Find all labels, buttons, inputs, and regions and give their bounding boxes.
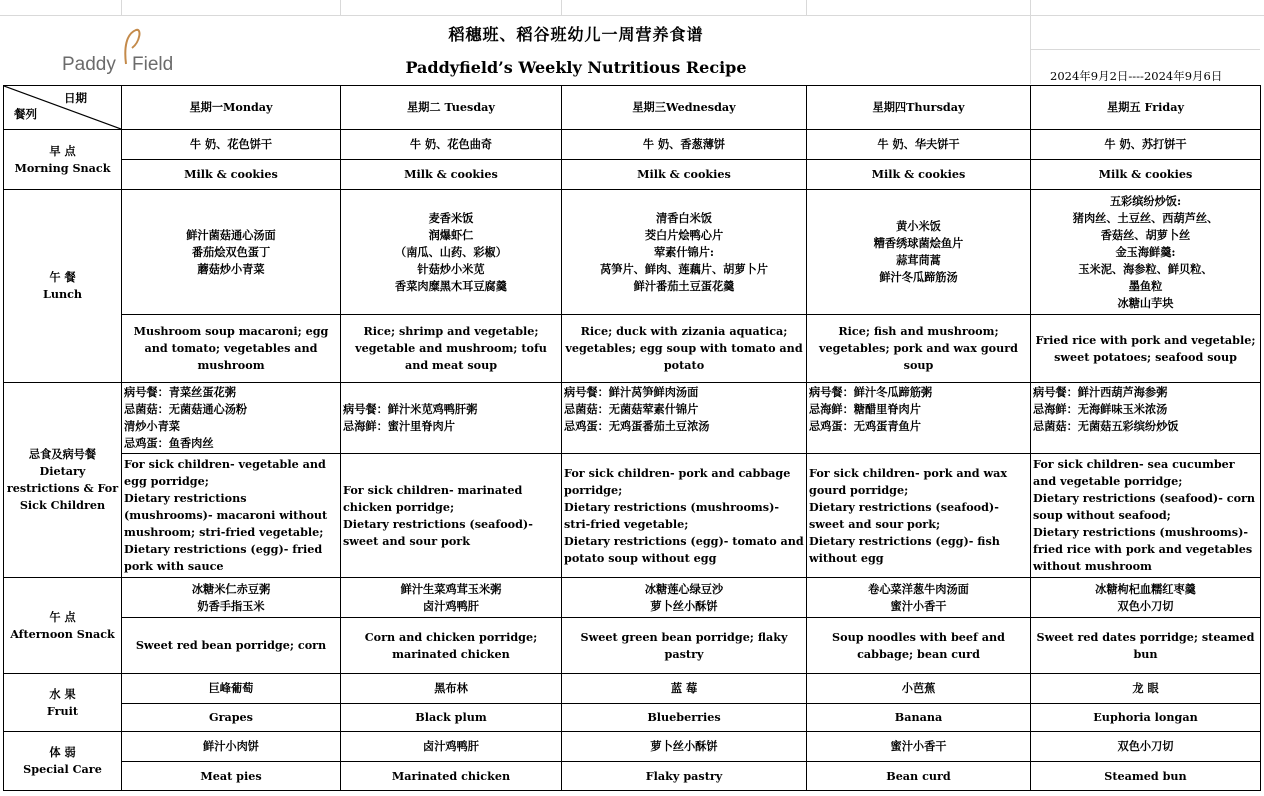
lunch-cn-cell: 麦香米饭 润爆虾仁 （南瓜、山药、彩椒） 针菇炒小米苋 香菜肉糜黑木耳豆腐羹 bbox=[341, 190, 562, 315]
fruit-cn-cell: 蓝 莓 bbox=[562, 674, 807, 704]
logo-text-left: Paddy bbox=[62, 54, 116, 75]
table-row bbox=[4, 130, 1261, 160]
day-header-tuesday: 星期二 Tuesday bbox=[341, 86, 562, 130]
lunch-en-cell: Mushroom soup macaroni; egg and tomato; vegetables and mushroom bbox=[122, 315, 341, 383]
meal-label-morning bbox=[4, 130, 122, 190]
afternoon-cn-cell: 卷心菜洋葱牛肉汤面 蜜汁小香干 bbox=[807, 578, 1031, 618]
morning-cn-cell: 牛 奶、花色饼干 bbox=[122, 130, 341, 160]
lunch-cn-cell: 鲜汁菌菇通心汤面 番茄烩双色蛋丁 蘑菇炒小青菜 bbox=[122, 190, 341, 315]
lunch-en-cell: Rice; duck with zizania aquatica; vegetables; egg soup with tomato and potato bbox=[562, 315, 807, 383]
table-row bbox=[4, 674, 1261, 704]
meal-label-en: Morning Snack bbox=[14, 160, 111, 175]
morning-cn-cell: 牛 奶、花色曲奇 bbox=[341, 130, 562, 160]
fruit-en-cell: Euphoria longan bbox=[1031, 704, 1261, 732]
dietary-cn-cell: 病号餐：鲜汁莴笋鲜肉汤面 忌菌菇：无菌菇荤素什锦片 忌鸡蛋：无鸡蛋番茄土豆浓汤 bbox=[562, 383, 807, 454]
special-en-cell: Meat pies bbox=[122, 762, 341, 791]
fruit-en-cell: Blueberries bbox=[562, 704, 807, 732]
dietary-en-cell: For sick children- pork and cabbage porridge; Dietary restrictions (mushrooms)-stri-fried vegetable; Dietary restrictions (egg)- tomato and potato soup without egg bbox=[562, 454, 807, 578]
afternoon-en-cell: Soup noodles with beef and cabbage; bean curd bbox=[807, 618, 1031, 674]
meal-label-dietary bbox=[4, 383, 122, 578]
day-header-monday: 星期一Monday bbox=[122, 86, 341, 130]
lunch-en-cell: Fried rice with pork and vegetable; sweet potatoes; seafood soup bbox=[1031, 315, 1261, 383]
header-divider bbox=[1030, 49, 1260, 50]
dietary-en-cell: For sick children- vegetable and egg porridge; Dietary restrictions (mushrooms)- macaroni without mushroom; stri-fried vegetable; Dietary restrictions (egg)- fried pork with sauce bbox=[122, 454, 341, 578]
dietary-cn-cell: 病号餐：鲜汁米苋鸡鸭肝粥 忌海鲜：蜜汁里脊肉片 bbox=[341, 383, 562, 454]
dietary-cn-cell: 病号餐：鲜汁冬瓜蹄筋粥 忌海鲜：糖醋里脊肉片 忌鸡蛋：无鸡蛋青鱼片 bbox=[807, 383, 1031, 454]
table-row bbox=[4, 190, 1261, 315]
header-row bbox=[4, 86, 1261, 130]
table-row bbox=[4, 732, 1261, 762]
table-row bbox=[4, 383, 1261, 454]
lunch-en-cell: Rice; fish and mushroom; vegetables; pork and wax gourd soup bbox=[807, 315, 1031, 383]
corner-label-date: 日期 bbox=[64, 91, 87, 105]
table-row bbox=[4, 618, 1261, 674]
table-row bbox=[4, 704, 1261, 732]
table-row bbox=[4, 578, 1261, 618]
date-range: 2024年9月2日----2024年9月6日 bbox=[1050, 69, 1223, 83]
special-en-cell: Steamed bun bbox=[1031, 762, 1261, 791]
special-cn-cell: 鲜汁小肉饼 bbox=[122, 732, 341, 762]
morning-en-cell: Milk & cookies bbox=[1031, 160, 1261, 190]
meal-label-afternoon bbox=[4, 578, 122, 674]
page-title-cn: 稻穗班、稻谷班幼儿一周营养食谱 bbox=[448, 25, 704, 44]
meal-label-cn: 早 点 bbox=[49, 143, 76, 158]
special-en-cell: Marinated chicken bbox=[341, 762, 562, 791]
corner-cell bbox=[4, 86, 122, 130]
meal-label-en: Special Care bbox=[23, 762, 102, 776]
lunch-cn-cell: 五彩缤纷炒饭: 猪肉丝、土豆丝、西葫芦丝、 香菇丝、胡萝卜丝 金玉海鲜羹: 玉米泥、海参粒、鲜贝粒、 墨鱼粒 冰糖山芋块 bbox=[1031, 190, 1261, 315]
meal-label-en: Lunch bbox=[42, 287, 83, 301]
fruit-cn-cell: 黑布林 bbox=[341, 674, 562, 704]
fruit-en-cell: Grapes bbox=[122, 704, 341, 732]
fruit-cn-cell: 小芭蕉 bbox=[807, 674, 1031, 704]
table-row bbox=[4, 315, 1261, 383]
special-en-cell: Bean curd bbox=[807, 762, 1031, 791]
afternoon-en-cell: Sweet red dates porridge; steamed bun bbox=[1031, 618, 1261, 674]
fruit-cn-cell: 巨峰葡萄 bbox=[122, 674, 341, 704]
table-row bbox=[4, 454, 1261, 578]
page-title-en: Paddyfield’s Weekly Nutritious Recipe bbox=[405, 58, 747, 77]
morning-cn-cell: 牛 奶、苏打饼干 bbox=[1031, 130, 1261, 160]
lunch-cn-cell: 清香白米饭 茭白片烩鸭心片 荤素什锦片: 莴笋片、鲜肉、莲藕片、胡萝卜片 鲜汁番茄土豆蛋花羹 bbox=[562, 190, 807, 315]
afternoon-en-cell: Corn and chicken porridge; marinated chicken bbox=[341, 618, 562, 674]
afternoon-cn-cell: 鲜汁生菜鸡茸玉米粥 卤汁鸡鸭肝 bbox=[341, 578, 562, 618]
lunch-en-cell: Rice; shrimp and vegetable; vegetable and mushroom; tofu and meat soup bbox=[341, 315, 562, 383]
logo-text-right: Field bbox=[132, 54, 174, 75]
meal-label-lunch bbox=[4, 190, 122, 383]
morning-en-cell: Milk & cookies bbox=[807, 160, 1031, 190]
fruit-en-cell: Banana bbox=[807, 704, 1031, 732]
meal-label-cn: 体 弱 bbox=[49, 745, 76, 759]
special-cn-cell: 蜜汁小香干 bbox=[807, 732, 1031, 762]
fruit-en-cell: Black plum bbox=[341, 704, 562, 732]
morning-en-cell: Milk & cookies bbox=[562, 160, 807, 190]
table-row bbox=[4, 160, 1261, 190]
meal-label-en: Dietary restrictions & For Sick Children bbox=[6, 464, 119, 512]
weekly-menu-table bbox=[3, 85, 1261, 791]
meal-label-cn: 水 果 bbox=[49, 686, 76, 701]
special-en-cell: Flaky pastry bbox=[562, 762, 807, 791]
meal-label-special bbox=[4, 732, 122, 791]
meal-label-cn: 午 餐 bbox=[49, 270, 76, 284]
dietary-cn-cell: 病号餐：鲜汁西葫芦海参粥 忌海鲜：无海鲜味玉米浓汤 忌菌菇：无菌菇五彩缤纷炒饭 bbox=[1031, 383, 1261, 454]
dietary-en-cell: For sick children- pork and wax gourd porridge; Dietary restrictions (seafood)- sweet and sour pork; Dietary restrictions (egg)- fish without egg bbox=[807, 454, 1031, 578]
afternoon-cn-cell: 冰糖米仁赤豆粥 奶香手指玉米 bbox=[122, 578, 341, 618]
day-header-thursday: 星期四Thursday bbox=[807, 86, 1031, 130]
fruit-cn-cell: 龙 眼 bbox=[1031, 674, 1261, 704]
special-cn-cell: 卤汁鸡鸭肝 bbox=[341, 732, 562, 762]
table-row bbox=[4, 762, 1261, 791]
lunch-cn-cell: 黄小米饭 糟香绣球菌烩鱼片 蒜茸茼蒿 鲜汁冬瓜蹄筋汤 bbox=[807, 190, 1031, 315]
morning-cn-cell: 牛 奶、华夫饼干 bbox=[807, 130, 1031, 160]
special-cn-cell: 萝卜丝小酥饼 bbox=[562, 732, 807, 762]
morning-en-cell: Milk & cookies bbox=[341, 160, 562, 190]
afternoon-cn-cell: 冰糖莲心绿豆沙 萝卜丝小酥饼 bbox=[562, 578, 807, 618]
afternoon-en-cell: Sweet green bean porridge; flaky pastry bbox=[562, 618, 807, 674]
meal-label-fruit bbox=[4, 674, 122, 732]
day-header-friday: 星期五 Friday bbox=[1031, 86, 1261, 130]
special-cn-cell: 双色小刀切 bbox=[1031, 732, 1261, 762]
dietary-cn-cell: 病号餐：青菜丝蛋花粥 忌菌菇：无菌菇通心汤粉 清炒小青菜 忌鸡蛋：鱼香肉丝 bbox=[122, 383, 341, 454]
dietary-en-cell: For sick children- sea cucumber and vegetable porridge; Dietary restrictions (seafood)- corn soup without seafood; Dietary restrictions (mushrooms)- fried rice with pork and vegetables without mushroom bbox=[1031, 454, 1261, 578]
meal-label-cn: 午 点 bbox=[49, 609, 76, 624]
spreadsheet-gridlines bbox=[0, 0, 1264, 16]
afternoon-en-cell: Sweet red bean porridge; corn bbox=[122, 618, 341, 674]
morning-cn-cell: 牛 奶、香葱薄饼 bbox=[562, 130, 807, 160]
meal-label-en: Afternoon Snack bbox=[10, 626, 115, 641]
meal-label-en: Fruit bbox=[46, 703, 79, 718]
corner-label-meal: 餐列 bbox=[14, 107, 37, 121]
meal-label-cn: 忌食及病号餐 bbox=[28, 447, 97, 461]
morning-en-cell: Milk & cookies bbox=[122, 160, 341, 190]
afternoon-cn-cell: 冰糖枸杞血糯红枣羹 双色小刀切 bbox=[1031, 578, 1261, 618]
dietary-en-cell: For sick children- marinated chicken porridge; Dietary restrictions (seafood)- sweet and sour pork bbox=[341, 454, 562, 578]
day-header-wednesday: 星期三Wednesday bbox=[562, 86, 807, 130]
